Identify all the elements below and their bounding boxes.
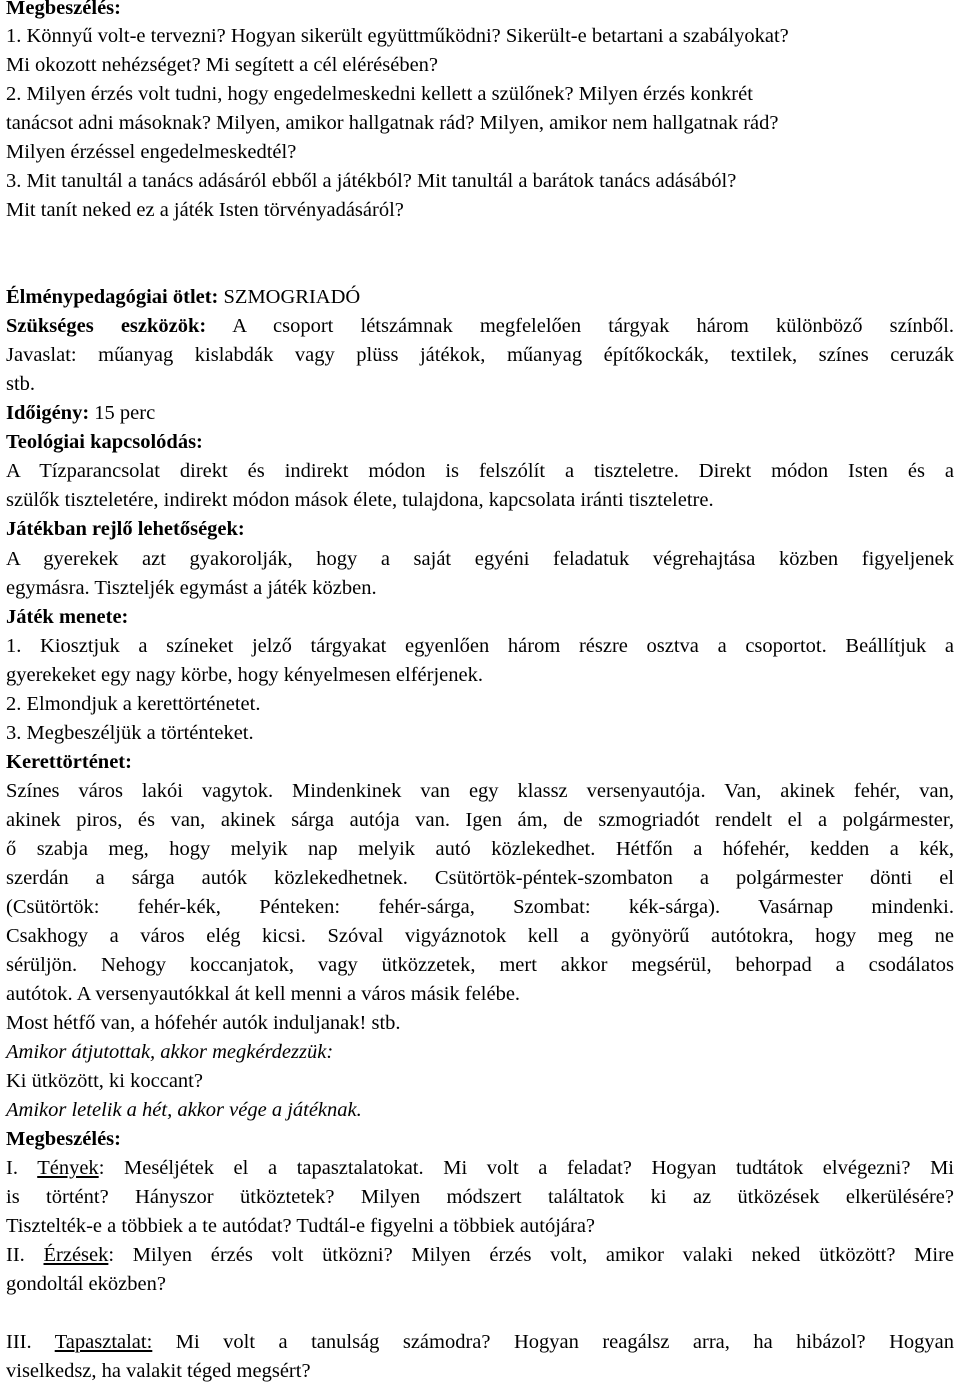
story-question: Ki ütközött, ki koccant? (6, 1070, 203, 1092)
time-label: Időigény: (6, 402, 90, 424)
experience-line (6, 1328, 954, 1356)
discussion-line: 2. Milyen érzés volt tudni, hogy engedelmeskedni kellett a szülőnek? Milyen érzés konkrét (6, 83, 753, 105)
experience-prefix: III. (6, 1331, 55, 1353)
story-line: (Csütörtök: fehér-kék, Pénteken: fehér-sárga, Szombat: kék-sárga). Vasárnap mindenki. (6, 896, 954, 918)
story-label: Kerettörténet: (6, 751, 132, 773)
tools-line: stb. (6, 373, 36, 395)
facts-line: is történt? Hányszor ütköztetek? Milyen módszert találtatok ki az ütközések elkerülésére? (6, 1186, 954, 1208)
story-line: Színes város lakói vagytok. Mindenkinek van egy klassz versenyautója. Van, akinek fehér, van, (6, 780, 954, 802)
theology-line: A Tízparancsolat direkt és indirekt módon is felszólít a tiszteletre. Direkt módon Isten és a (6, 460, 954, 482)
feelings-line: gondoltál eközben? (6, 1273, 166, 1295)
gameplay-line: 1. Kiosztjuk a színeket jelző tárgyakat egyenlően három részre osztva a csoportot. Beállítjuk a (6, 635, 954, 657)
discussion-heading-1: Megbeszélés: (6, 0, 121, 19)
time-line (6, 399, 954, 427)
experience-line: viselkedsz, ha valakit téged megsért? (6, 1360, 311, 1382)
discussion-line: 3. Mit tanultál a tanács adásáról ebből a játékból? Mit tanultál a barátok tanács adásából? (6, 170, 737, 192)
gameplay-line: 2. Elmondjuk a kerettörténetet. (6, 693, 261, 715)
possibilities-line: egymásra. Tiszteljék egymást a játék közben. (6, 577, 377, 599)
time-value: 15 perc (89, 402, 156, 424)
story-line: sérüljön. Nehogy koccanjatok, vagy ütközzetek, mert akkor megsérül, behorpad a csodálatos (6, 954, 954, 976)
facts-text: : Meséljétek el a tapasztalatokat. Mi volt a feladat? Hogyan tudtátok elvégezni? Mi (98, 1157, 954, 1179)
feelings-text: : Milyen érzés volt ütközni? Milyen érzés volt, amikor valaki neked ütközött? Mire (108, 1244, 954, 1266)
feelings-prefix: II. (6, 1244, 44, 1266)
idea-value: SZMOGRIADÓ (218, 286, 361, 308)
tools-line (6, 312, 954, 340)
facts-term: Tények (37, 1157, 99, 1179)
story-line: autótok. A versenyautókkal át kell menni a város másik felébe. (6, 983, 521, 1005)
facts-line: Tisztelték-e a többiek a te autódat? Tudtál-e figyelni a többiek autójára? (6, 1215, 596, 1237)
experience-term: Tapasztalat: (54, 1331, 153, 1353)
gameplay-line: 3. Megbeszéljük a történteket. (6, 722, 254, 744)
discussion-line: Mit tanít neked ez a játék Isten törvényadásáról? (6, 199, 404, 221)
feelings-term: Érzések (43, 1244, 109, 1266)
tools-text: A csoport létszámnak megfelelően tárgyak három különböző színből. (206, 315, 954, 337)
idea-line (6, 283, 954, 311)
theology-line: szülők tiszteletére, indirekt módon mások élete, tulajdona, kapcsolata iránti tiszteletre. (6, 489, 714, 511)
idea-label: Élménypedagógiai ötlet: (6, 286, 219, 308)
discussion-line: 1. Könnyű volt-e tervezni? Hogyan sikerült együttműködni? Sikerült-e betartani a szabályokat? (6, 25, 789, 47)
possibilities-label: Játékban rejlő lehetőségek: (6, 518, 245, 540)
discussion-heading-2: Megbeszélés: (6, 1128, 121, 1150)
discussion-line: tanácsot adni másoknak? Milyen, amikor hallgatnak rád? Milyen, amikor nem hallgatnak rád? (6, 112, 779, 134)
facts-line (6, 1154, 954, 1182)
gameplay-line: gyerekeket egy nagy körbe, hogy kényelmesen elférjenek. (6, 664, 483, 686)
story-line: Most hétfő van, a hófehér autók induljanak! stb. (6, 1012, 401, 1034)
story-italic-note: Amikor letelik a hét, akkor vége a játéknak. (6, 1099, 362, 1121)
story-italic-note: Amikor átjutottak, akkor megkérdezzük: (6, 1041, 334, 1063)
discussion-line: Mi okozott nehézséget? Mi segített a cél elérésében? (6, 54, 439, 76)
story-line: akinek piros, és van, akinek sárga autója van. Igen ám, de szmogriadót rendelt el a polgármester, (6, 809, 954, 831)
discussion-line: Milyen érzéssel engedelmeskedtél? (6, 141, 297, 163)
tools-line: Javaslat: műanyag kislabdák vagy plüss játékok, műanyag építőkockák, textilek, színes ceruzák (6, 344, 954, 366)
theology-label: Teológiai kapcsolódás: (6, 431, 203, 453)
tools-label: Szükséges eszközök: (6, 315, 207, 337)
gameplay-label: Játék menete: (6, 606, 129, 628)
story-line: szerdán a sárga autók közlekedhetnek. Csütörtök-péntek-szombaton a polgármester dönti el (6, 867, 954, 889)
facts-prefix: I. (6, 1157, 38, 1179)
possibilities-line: A gyerekek azt gyakorolják, hogy a saját egyéni feladatuk végrehajtása közben figyeljenek (6, 548, 954, 570)
experience-text: Mi volt a tanulság számodra? Hogyan reagálsz arra, ha hibázol? Hogyan (152, 1331, 954, 1353)
feelings-line (6, 1241, 954, 1269)
story-line: ő szabja meg, hogy melyik nap melyik autó közlekedhet. Hétfőn a hófehér, kedden a kék, (6, 838, 954, 860)
story-line: Csakhogy a város elég kicsi. Szóval vigyáznotok kell a gyönyörű autótokra, hogy meg ne (6, 925, 954, 947)
